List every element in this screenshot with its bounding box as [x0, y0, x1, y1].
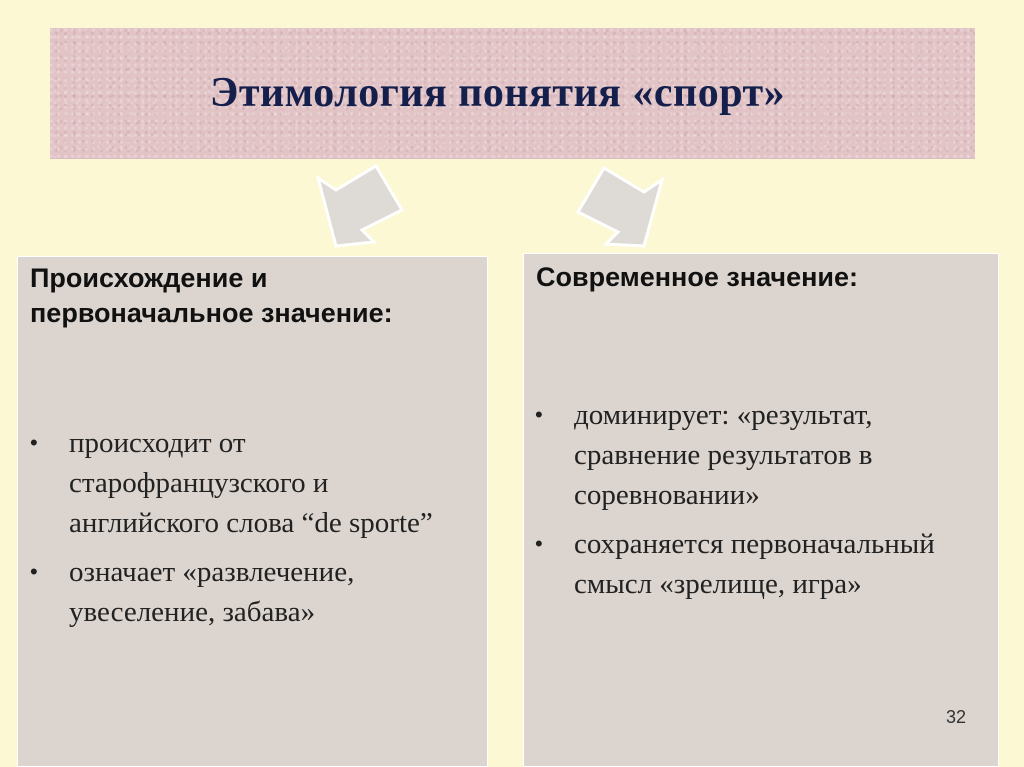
modern-heading: Современное значение: [536, 262, 859, 292]
slide-number: 32 [945, 707, 966, 727]
bullet-icon: • [30, 559, 38, 584]
list-item [30, 552, 450, 632]
bullet-icon: • [535, 402, 543, 427]
arrow-down-right-icon [570, 160, 680, 250]
list-item [30, 423, 450, 543]
arrow-down-left-icon [300, 160, 410, 250]
modern-bullet-list [535, 395, 955, 613]
title-banner [50, 28, 975, 159]
bullet-icon: • [535, 531, 543, 556]
list-item-text: доминирует: «результат, сравнение результатов в соревновании» [574, 399, 873, 511]
slide-title: Этимология понятия «спорт» [209, 70, 786, 116]
list-item-text: означает «развлечение, увеселение, забава» [69, 556, 355, 628]
origin-panel [17, 256, 488, 767]
list-item-text: сохраняется первоначальный смысл «зрелище, игра» [574, 528, 935, 600]
bullet-icon: • [30, 430, 38, 455]
modern-panel [523, 253, 999, 767]
list-item [535, 395, 955, 515]
origin-heading: Происхождение и первоначальное значение: [30, 263, 393, 328]
origin-bullet-list [30, 423, 450, 641]
list-item-text: происходит от старофранцузского и английского слова “de sporte” [69, 427, 433, 539]
list-item [535, 524, 955, 604]
